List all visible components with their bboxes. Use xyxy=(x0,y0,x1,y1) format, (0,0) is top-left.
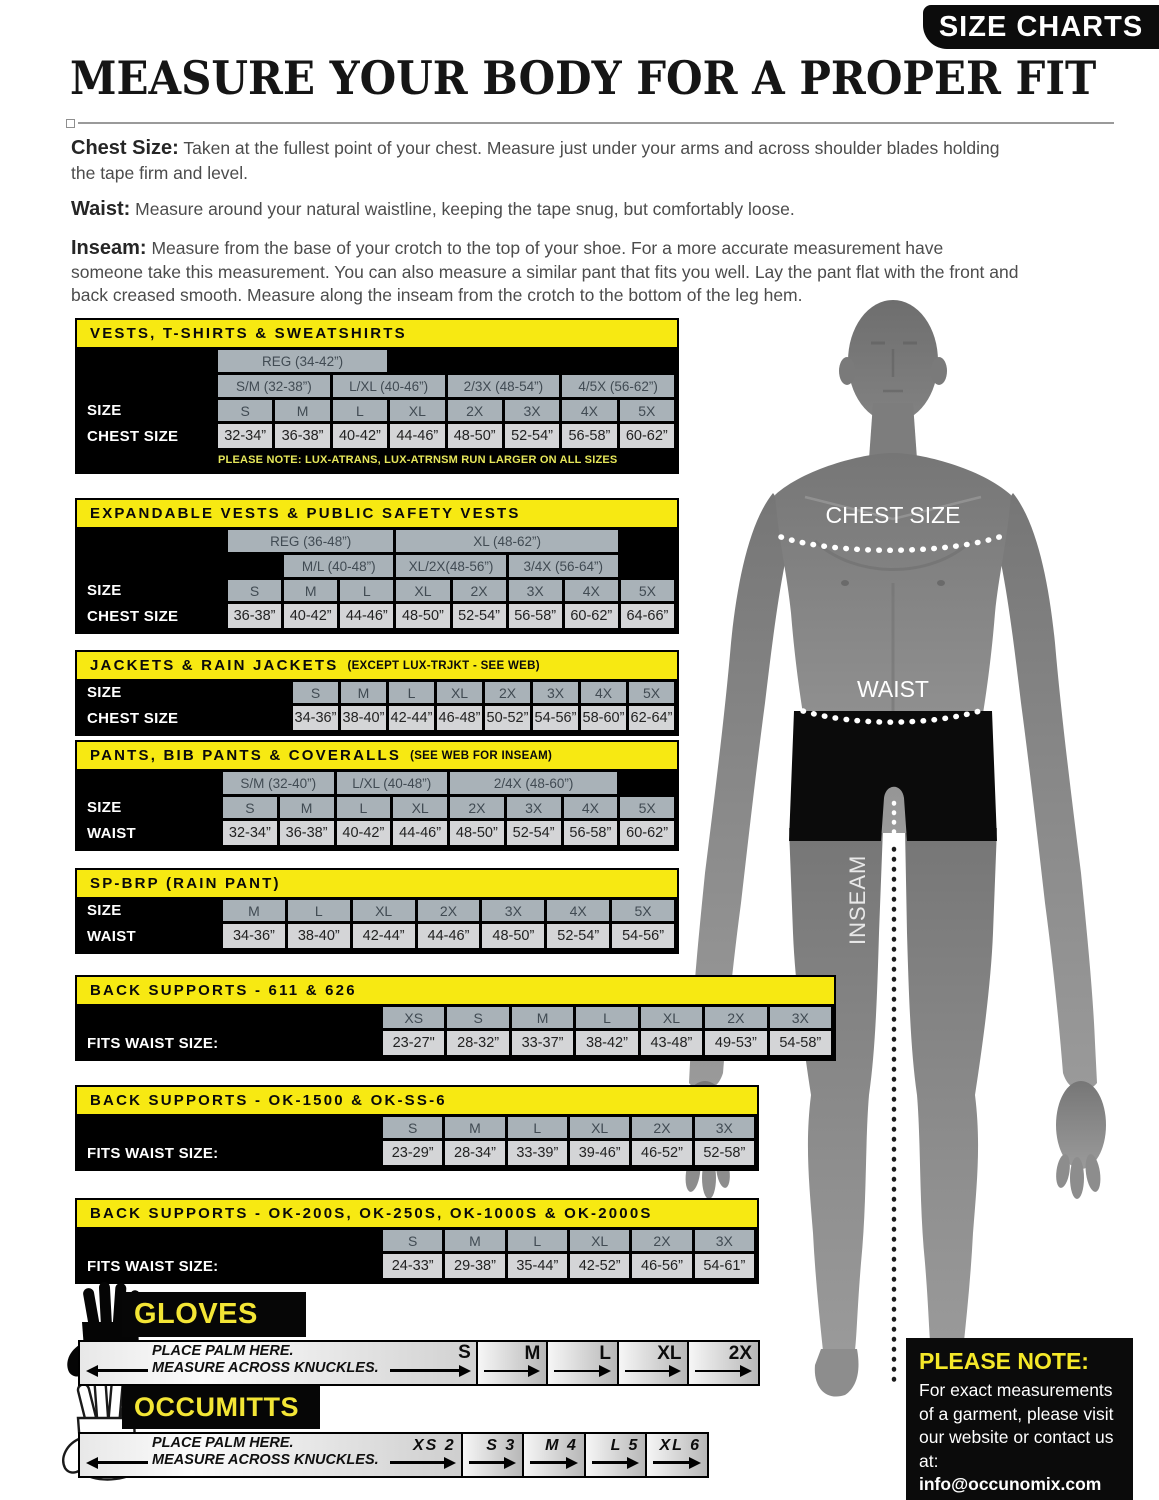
size-cell: M xyxy=(223,900,285,921)
table-title: VESTS, T-SHIRTS & SWEATSHIRTS xyxy=(90,325,407,342)
chest-size-label: CHEST SIZE xyxy=(825,502,961,528)
right-arrow-icon xyxy=(530,1456,578,1469)
occumitts-size-segment xyxy=(522,1434,584,1476)
table-title-bar xyxy=(77,977,834,1004)
value-row-label: CHEST SIZE xyxy=(87,427,179,445)
table-grid xyxy=(77,347,677,472)
size-cell: 3X xyxy=(505,400,559,421)
value-cell: 40-42” xyxy=(333,424,387,448)
size-cell: L xyxy=(337,797,391,818)
group-range-cell: M/L (40-48”) xyxy=(284,555,393,577)
table-title: BACK SUPPORTS - 611 & 626 xyxy=(90,982,357,999)
value-cell: 58-60” xyxy=(581,706,626,730)
table-title-bar xyxy=(77,500,677,527)
size-cell: L xyxy=(340,580,393,601)
table-title: BACK SUPPORTS - OK-200S, OK-250S, OK-1000S & OK-2000S xyxy=(90,1205,653,1222)
value-cell: 64-66” xyxy=(621,604,674,628)
size-cell: 2X xyxy=(632,1230,691,1251)
group-range-cell: S/M (32-40”) xyxy=(223,772,334,794)
value-cell: 52-54” xyxy=(505,424,559,448)
value-cell: 28-32” xyxy=(447,1031,508,1055)
divider-square xyxy=(66,119,75,128)
gloves-size-segment xyxy=(476,1342,547,1384)
please-note-box xyxy=(906,1338,1133,1500)
palm-line-2: MEASURE ACROSS KNUCKLES. xyxy=(152,1451,379,1468)
group-range-cell: 2/3X (48-54”) xyxy=(448,375,560,397)
value-cell: 44-46” xyxy=(340,604,393,628)
inseam-label: INSEAM xyxy=(845,854,870,945)
value-cell: 36-38” xyxy=(280,821,334,845)
instruction-paragraph: Inseam: Measure from the base of your crotch to the top of your shoe. For a more accurate measurement have someone take this measurement. You can also measure a similar pant that fits you well. Lay the pant flat with the front and back creased smooth. Measure along the inseam from the crotch to the bottom of the leg hem. xyxy=(71,236,1019,305)
value-cell: 62-64” xyxy=(629,706,674,730)
size-cell: 4X xyxy=(565,580,618,601)
size-charts-badge xyxy=(923,5,1159,49)
size-label: XL xyxy=(657,1343,682,1364)
table-grid xyxy=(77,897,677,952)
value-cell: 40-42” xyxy=(337,821,391,845)
value-cell: 38-40” xyxy=(341,706,386,730)
palm-line-2: MEASURE ACROSS KNUCKLES. xyxy=(152,1359,379,1376)
size-cell: XL xyxy=(570,1117,629,1138)
size-row-label: SIZE xyxy=(87,684,122,701)
size-cell: L xyxy=(333,400,387,421)
occumitts-size-segment xyxy=(461,1434,523,1476)
value-cell: 34-36” xyxy=(223,924,285,948)
value-cell: 56-58” xyxy=(509,604,562,628)
size-cell: 5X xyxy=(620,797,674,818)
size-cell: L xyxy=(508,1117,567,1138)
table-title-bar xyxy=(77,742,677,769)
value-cell: 54-56” xyxy=(533,706,578,730)
size-cell: XL xyxy=(393,797,447,818)
group-range-cell: XL/2X(48-56”) xyxy=(396,555,505,577)
size-cell: S xyxy=(228,580,281,601)
size-label: M xyxy=(524,1343,541,1364)
size-cell: 3X xyxy=(509,580,562,601)
value-cell: 46-48” xyxy=(437,706,482,730)
size-label: S xyxy=(458,1342,471,1363)
value-cell: 32-34” xyxy=(223,821,277,845)
size-label: L xyxy=(599,1343,611,1364)
instruction-lead: Waist: xyxy=(71,197,131,220)
value-row-label: FITS WAIST SIZE: xyxy=(87,1034,219,1052)
value-cell: 48-50” xyxy=(450,821,504,845)
size-cell: 2X xyxy=(448,400,502,421)
table-title: JACKETS & RAIN JACKETS xyxy=(90,657,339,674)
size-cell: S xyxy=(383,1230,442,1251)
group-range-cell: L/XL (40-46”) xyxy=(333,375,445,397)
gloves-size-segment xyxy=(546,1342,617,1384)
size-cell: 2X xyxy=(453,580,506,601)
size-cell: S xyxy=(293,682,338,703)
palm-instruction-text xyxy=(152,1435,379,1469)
group-range-cell: 2/4X (48-60”) xyxy=(450,772,617,794)
value-cell: 56-58” xyxy=(564,821,618,845)
value-cell: 33-37” xyxy=(512,1031,573,1055)
size-label: XL 6 xyxy=(659,1437,701,1454)
table-title: SP-BRP (RAIN PANT) xyxy=(90,875,281,892)
value-cell: 42-44” xyxy=(389,706,434,730)
occumitts-title-box xyxy=(122,1385,320,1429)
size-cell: XL xyxy=(396,580,449,601)
size-cell: XL xyxy=(570,1230,629,1251)
size-cell: S xyxy=(447,1007,508,1028)
instruction-lead: Chest Size: xyxy=(71,137,179,159)
table-grid xyxy=(77,1227,757,1282)
value-cell: 52-58” xyxy=(695,1141,754,1165)
table-expandable xyxy=(75,498,679,634)
value-cell: 36-38” xyxy=(275,424,329,448)
table-title-bar xyxy=(77,1200,757,1227)
size-cell: 5X xyxy=(612,900,674,921)
gloves-title: GLOVES xyxy=(134,1298,258,1330)
value-row-label: WAIST xyxy=(87,927,136,945)
size-cell: 3X xyxy=(695,1230,754,1251)
size-row-label: SIZE xyxy=(87,402,122,419)
value-cell: 52-54” xyxy=(453,604,506,628)
table-title-suffix: (SEE WEB FOR INSEAM) xyxy=(410,749,553,762)
table-title: PANTS, BIB PANTS & COVERALLS xyxy=(90,747,402,764)
size-charts-badge-label: SIZE CHARTS xyxy=(938,10,1144,43)
value-cell: 38-40” xyxy=(288,924,350,948)
value-cell: 33-39” xyxy=(508,1141,567,1165)
table-back1500 xyxy=(75,1085,759,1171)
size-cell: M xyxy=(275,400,329,421)
size-cell: 5X xyxy=(629,682,674,703)
value-cell: 46-52” xyxy=(632,1141,691,1165)
palm-instruction-text xyxy=(152,1343,379,1377)
occumitts-size-segment xyxy=(584,1434,646,1476)
value-row-label: CHEST SIZE xyxy=(87,607,179,625)
group-range-cell: XL (48-62”) xyxy=(396,530,618,552)
size-cell: M xyxy=(341,682,386,703)
size-cell: 4X xyxy=(581,682,626,703)
table-grid xyxy=(77,679,677,734)
size-label: M 4 xyxy=(545,1437,578,1454)
right-arrow-icon xyxy=(653,1456,701,1469)
occumitts-title: OCCUMITTS xyxy=(134,1391,299,1422)
size-cell: 3X xyxy=(507,797,561,818)
right-arrow-icon xyxy=(390,1364,471,1377)
value-cell: 32-34” xyxy=(218,424,272,448)
right-arrow-icon xyxy=(592,1456,640,1469)
size-cell: 2X xyxy=(705,1007,766,1028)
table-title-bar xyxy=(77,1087,757,1114)
waist-label: WAIST xyxy=(857,676,929,702)
value-row-label: CHEST SIZE xyxy=(87,709,179,727)
size-cell: 3X xyxy=(482,900,544,921)
value-cell: 23-29” xyxy=(383,1141,442,1165)
table-title-bar xyxy=(77,320,677,347)
value-cell: 48-50” xyxy=(482,924,544,948)
value-cell: 36-38” xyxy=(228,604,281,628)
page-title: MEASURE YOUR BODY FOR A PROPER FIT xyxy=(70,52,1097,105)
gloves-main-segment xyxy=(80,1342,476,1384)
occumitts-size-segment xyxy=(645,1434,707,1476)
size-cell: L xyxy=(576,1007,637,1028)
size-cell: XS xyxy=(383,1007,444,1028)
value-cell: 39-46” xyxy=(570,1141,629,1165)
table-back200s xyxy=(75,1198,759,1284)
table-pants xyxy=(75,740,679,851)
value-cell: 43-48” xyxy=(641,1031,702,1055)
table-title-bar xyxy=(77,870,677,897)
table-title-suffix: (EXCEPT LUX-TRJKT - SEE WEB) xyxy=(347,659,540,672)
value-cell: 48-50” xyxy=(448,424,502,448)
size-cell: 4X xyxy=(564,797,618,818)
value-cell: 44-46” xyxy=(393,821,447,845)
size-cell: 3X xyxy=(770,1007,831,1028)
value-row-label: FITS WAIST SIZE: xyxy=(87,1257,219,1275)
value-cell: 49-53” xyxy=(705,1031,766,1055)
value-cell: 29-38” xyxy=(445,1254,504,1278)
right-arrow-icon xyxy=(625,1365,682,1377)
left-arrow-icon xyxy=(86,1364,148,1377)
size-cell: M xyxy=(280,797,334,818)
right-arrow-icon xyxy=(695,1365,752,1377)
please-note-text: For exact measurements of a garment, please visit our website or contact us at: xyxy=(919,1380,1114,1471)
value-cell: 56-58” xyxy=(562,424,616,448)
value-cell: 54-58” xyxy=(770,1031,831,1055)
right-arrow-icon xyxy=(469,1456,517,1469)
table-back611 xyxy=(75,975,836,1061)
figure-right-arm xyxy=(999,493,1097,1090)
size-cell: M xyxy=(445,1230,504,1251)
size-cell: M xyxy=(512,1007,573,1028)
table-spbrp xyxy=(75,868,679,954)
gloves-size-segment xyxy=(687,1342,758,1384)
size-cell: M xyxy=(284,580,337,601)
value-cell: 60-62” xyxy=(620,821,674,845)
value-cell: 42-44” xyxy=(353,924,415,948)
value-cell: 60-62” xyxy=(620,424,674,448)
table-jackets xyxy=(75,650,679,736)
group-range-cell: REG (34-42”) xyxy=(218,350,387,372)
value-cell: 54-56” xyxy=(612,924,674,948)
gloves-size-segment xyxy=(617,1342,688,1384)
size-label: L 5 xyxy=(610,1437,640,1454)
value-cell: 23-27" xyxy=(383,1031,444,1055)
value-cell: 54-61” xyxy=(695,1254,754,1278)
divider-line xyxy=(78,122,1114,124)
value-cell: 50-52” xyxy=(485,706,530,730)
right-arrow-icon xyxy=(554,1365,611,1377)
value-cell: 28-34” xyxy=(445,1141,504,1165)
group-range-cell: L/XL (40-48”) xyxy=(337,772,448,794)
size-cell: S xyxy=(383,1117,442,1138)
palm-line-1: PLACE PALM HERE. xyxy=(152,1342,294,1359)
value-row-label: WAIST xyxy=(87,824,136,842)
table-title: EXPANDABLE VESTS & PUBLIC SAFETY VESTS xyxy=(90,505,521,522)
table-grid xyxy=(77,1114,757,1169)
occumitts-main-segment xyxy=(80,1434,461,1476)
occumitts-size-bar xyxy=(78,1432,709,1478)
value-cell: 34-36” xyxy=(293,706,338,730)
instruction-lead: Inseam: xyxy=(71,236,147,259)
figure-left-foot xyxy=(815,1349,859,1397)
size-cell: 3X xyxy=(533,682,578,703)
size-cell: 2X xyxy=(485,682,530,703)
size-cell: 5X xyxy=(620,400,674,421)
right-arrow-icon xyxy=(390,1456,456,1469)
gloves-title-box xyxy=(122,1292,306,1337)
palm-line-1: PLACE PALM HERE. xyxy=(152,1434,294,1451)
value-cell: 52-54” xyxy=(547,924,609,948)
value-cell: 24-33” xyxy=(383,1254,442,1278)
value-cell: 38-42” xyxy=(576,1031,637,1055)
right-arrow-icon xyxy=(484,1365,541,1377)
table-vests xyxy=(75,318,679,474)
size-cell: L xyxy=(288,900,350,921)
size-cell: S xyxy=(223,797,277,818)
table-title: BACK SUPPORTS - OK-1500 & OK-SS-6 xyxy=(90,1092,447,1109)
size-label: 2X xyxy=(728,1343,753,1364)
size-row-label: SIZE xyxy=(87,799,122,816)
figure-right-leg xyxy=(905,828,997,1351)
size-cell: M xyxy=(445,1117,504,1138)
size-cell: XL xyxy=(390,400,444,421)
size-cell: XL xyxy=(353,900,415,921)
size-cell: 4X xyxy=(547,900,609,921)
size-cell: L xyxy=(389,682,434,703)
size-cell: 2X xyxy=(450,797,504,818)
size-row-label: SIZE xyxy=(87,582,122,599)
value-cell: 48-50” xyxy=(396,604,449,628)
size-cell: 5X xyxy=(621,580,674,601)
table-grid xyxy=(77,527,677,632)
please-note-heading: PLEASE NOTE: xyxy=(919,1348,1089,1374)
value-cell: 44-46” xyxy=(390,424,444,448)
group-range-cell: 3/4X (56-64”) xyxy=(509,555,618,577)
size-cell: 2X xyxy=(632,1117,691,1138)
size-cell: 4X xyxy=(562,400,616,421)
table-grid xyxy=(77,769,677,849)
value-cell: 52-54” xyxy=(507,821,561,845)
table-title-bar xyxy=(77,652,677,679)
please-note-email: info@occunomix.com xyxy=(919,1473,1102,1494)
value-row-label: FITS WAIST SIZE: xyxy=(87,1144,219,1162)
instruction-paragraph: Chest Size: Taken at the fullest point of your chest. Measure just under your arms and across shoulder blades holding the tape firm and level. xyxy=(71,137,1000,183)
size-row-label: SIZE xyxy=(87,902,122,919)
size-label: XS 2 xyxy=(413,1437,456,1454)
value-cell: 44-46” xyxy=(418,924,480,948)
gloves-size-bar xyxy=(78,1340,760,1386)
value-cell: 40-42” xyxy=(284,604,337,628)
group-range-cell: 4/5X (56-62”) xyxy=(562,375,674,397)
size-cell: XL xyxy=(641,1007,702,1028)
title-divider xyxy=(66,118,1114,127)
size-cell: 3X xyxy=(695,1117,754,1138)
instruction-paragraph: Waist: Measure around your natural waistline, keeping the tape snug, but comfortably loose. xyxy=(71,197,795,220)
size-cell: S xyxy=(218,400,272,421)
left-arrow-icon xyxy=(86,1456,148,1469)
value-cell: 46-56” xyxy=(632,1254,691,1278)
size-cell: XL xyxy=(437,682,482,703)
value-cell: 60-62” xyxy=(565,604,618,628)
table-grid xyxy=(77,1004,834,1059)
value-cell: 42-52” xyxy=(570,1254,629,1278)
table-note: PLEASE NOTE: LUX-ATRANS, LUX-ATRNSM RUN LARGER ON ALL SIZES xyxy=(218,453,618,466)
group-range-cell: REG (36-48”) xyxy=(228,530,393,552)
value-cell: 35-44” xyxy=(508,1254,567,1278)
group-range-cell: S/M (32-38”) xyxy=(218,375,330,397)
size-cell: 2X xyxy=(418,900,480,921)
size-label: S 3 xyxy=(486,1437,517,1454)
size-cell: L xyxy=(508,1230,567,1251)
